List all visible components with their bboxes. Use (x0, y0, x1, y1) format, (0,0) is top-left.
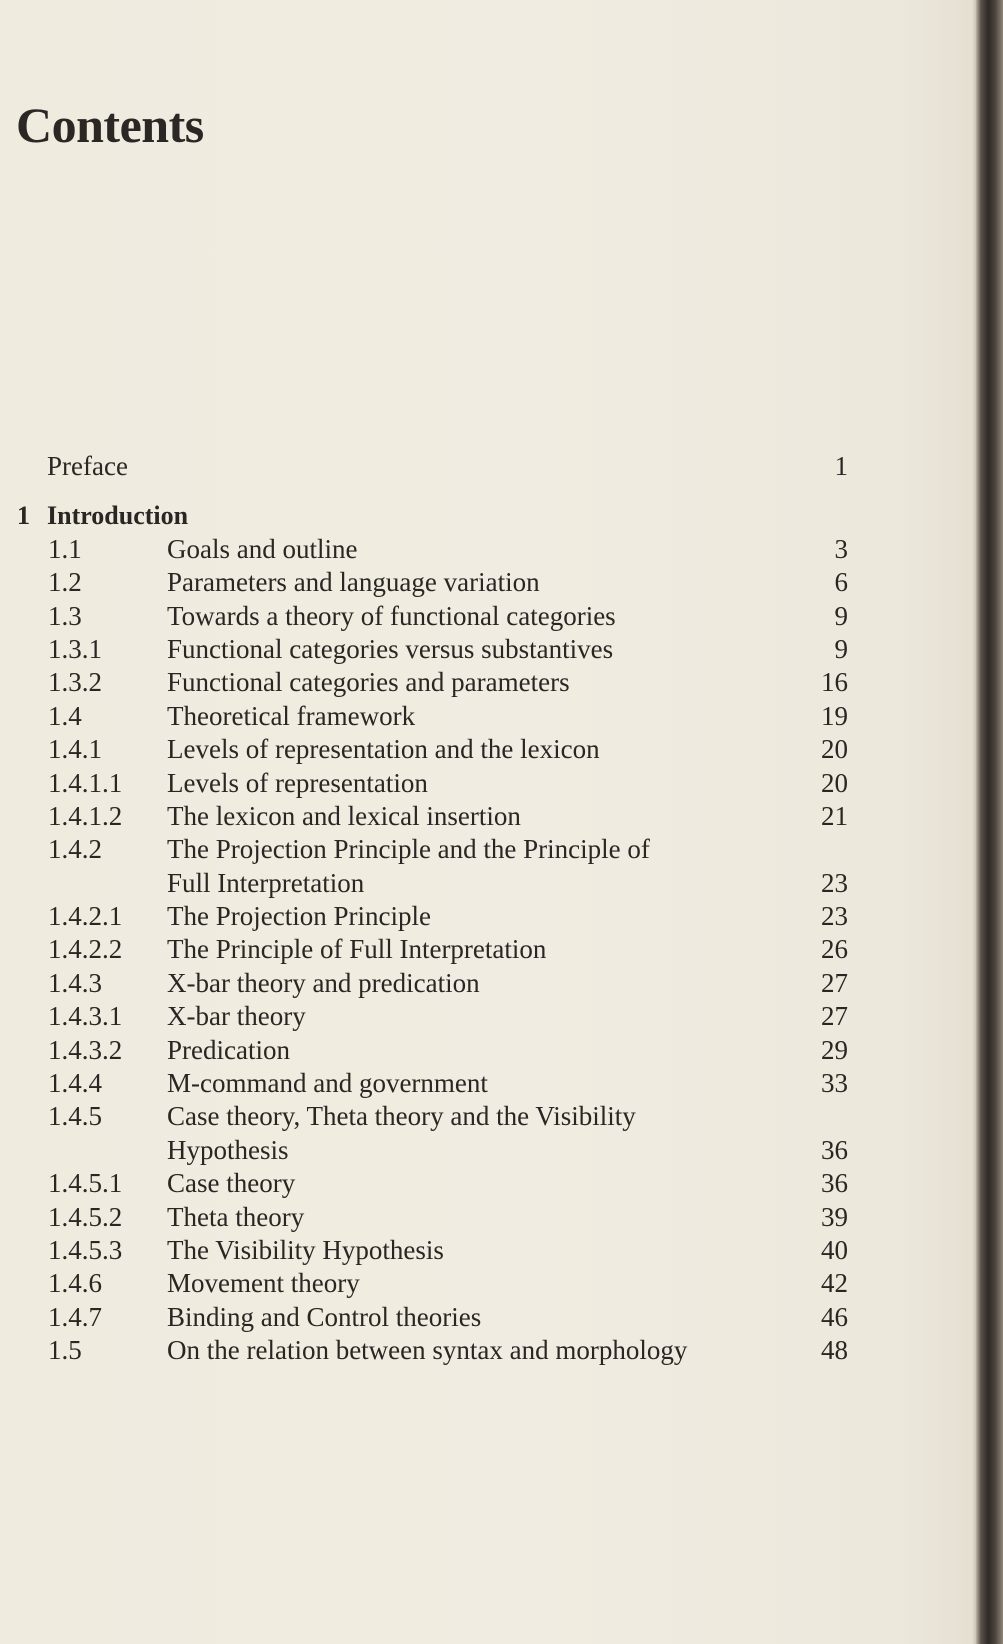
toc-entry-number: 1.3 (48, 600, 82, 631)
toc-entry-number: 1.4 (48, 700, 82, 731)
toc-entry-title: Hypothesis (167, 1134, 289, 1165)
toc-entry-number: 1.5 (48, 1335, 82, 1366)
toc-entry-page: 36 (821, 1134, 848, 1165)
toc-entry-row (0, 1201, 976, 1234)
toc-entry-row (0, 1334, 976, 1367)
toc-entry-title: M-command and government (167, 1068, 488, 1099)
page-title: Contents (16, 97, 204, 153)
toc-entry-row (0, 1167, 976, 1200)
toc-entry-page: 46 (821, 1301, 848, 1332)
toc-entry-number: 1.3.2 (48, 667, 102, 698)
toc-entry-title: The Principle of Full Interpretation (167, 934, 547, 965)
toc-entry-page: 39 (821, 1201, 848, 1232)
toc-entry-page: 9 (834, 633, 848, 664)
toc-entry-page: 36 (821, 1168, 848, 1199)
toc-entry-title: Levels of representation and the lexicon (167, 734, 600, 765)
toc-entry-number: 1.2 (48, 567, 82, 598)
toc-entry-title: Full Interpretation (167, 867, 365, 898)
toc-entry-page: 6 (834, 567, 848, 598)
toc-entry-row (0, 1234, 976, 1267)
toc-entry-title: Goals and outline (167, 533, 358, 564)
toc-entry-title: Binding and Control theories (167, 1301, 482, 1332)
toc-entry-page: 27 (821, 1001, 848, 1032)
toc-entry-row (0, 1034, 976, 1067)
toc-entry-row (0, 666, 976, 699)
toc-entry-row (0, 1267, 976, 1300)
table-of-contents (0, 450, 976, 1368)
toc-entry-title: Case theory (167, 1168, 296, 1199)
toc-entry-number: 1.4.7 (48, 1301, 102, 1332)
toc-entry-title: The Visibility Hypothesis (167, 1234, 444, 1265)
toc-entry-number: 1.4.3 (48, 967, 102, 998)
toc-entry-page: 20 (821, 734, 848, 765)
toc-entry-title: Theoretical framework (167, 700, 416, 731)
toc-entry-number: 1.4.5 (48, 1101, 102, 1132)
toc-entry-number: 1.4.6 (48, 1268, 102, 1299)
toc-entry-title: Predication (167, 1034, 290, 1065)
toc-entry-page: 48 (821, 1335, 848, 1366)
toc-entry-title: Parameters and language variation (167, 567, 540, 598)
toc-entry-row (0, 967, 976, 1000)
toc-entry-page: 20 (821, 767, 848, 798)
toc-entry-row (0, 533, 976, 566)
toc-entry-page: 19 (821, 700, 848, 731)
toc-entry-number: 1.4.5.2 (48, 1201, 123, 1232)
toc-entry-title: Levels of representation (167, 767, 428, 798)
toc-entry-page: 23 (821, 901, 848, 932)
toc-entry-number: 1.4.2.1 (48, 901, 123, 932)
toc-chapter-title: Introduction (47, 501, 189, 531)
toc-entry-row (0, 1134, 976, 1167)
toc-entry-title: Functional categories versus substantives (167, 633, 614, 664)
toc-entry-number: 1.4.3.1 (48, 1001, 123, 1032)
toc-entry-row (0, 566, 976, 599)
toc-preface-row (0, 450, 976, 483)
toc-entry-number: 1.4.5.1 (48, 1168, 123, 1199)
toc-entry-title: X-bar theory (167, 1001, 306, 1032)
toc-entry-number: 1.4.3.2 (48, 1034, 123, 1065)
toc-entry-page: 16 (821, 667, 848, 698)
toc-entry-row (0, 867, 976, 900)
toc-entry-number: 1.4.1 (48, 734, 102, 765)
toc-entry-title: The Projection Principle and the Principle of (167, 834, 650, 865)
toc-entry-row (0, 1067, 976, 1100)
toc-entry-number: 1.4.1.2 (48, 800, 123, 831)
toc-entry-row (0, 767, 976, 800)
toc-entry-number: 1.4.1.1 (48, 767, 123, 798)
toc-entry-title: Case theory, Theta theory and the Visibility (167, 1101, 636, 1132)
toc-entries (0, 533, 976, 1368)
toc-preface-page: 1 (834, 451, 848, 481)
toc-chapter-row (0, 499, 976, 532)
toc-entry-page: 29 (821, 1034, 848, 1065)
toc-entry-number: 1.4.2.2 (48, 934, 123, 965)
toc-entry-row (0, 733, 976, 766)
toc-preface-title: Preface (47, 451, 128, 481)
toc-entry-number: 1.3.1 (48, 633, 102, 664)
toc-entry-row (0, 1000, 976, 1033)
toc-entry-page: 23 (821, 867, 848, 898)
toc-entry-title: The lexicon and lexical insertion (167, 800, 521, 831)
toc-entry-page: 42 (821, 1268, 848, 1299)
toc-entry-page: 33 (821, 1068, 848, 1099)
toc-entry-title: Towards a theory of functional categories (167, 600, 616, 631)
toc-entry-page: 26 (821, 934, 848, 965)
toc-entry-page: 40 (821, 1234, 848, 1265)
toc-chapter-number: 1 (17, 501, 30, 531)
toc-entry-row (0, 633, 976, 666)
toc-entry-title: Theta theory (167, 1201, 305, 1232)
toc-entry-title: Functional categories and parameters (167, 667, 570, 698)
toc-entry-row (0, 600, 976, 633)
toc-entry-number: 1.4.2 (48, 834, 102, 865)
toc-entry-row (0, 933, 976, 966)
toc-entry-row (0, 900, 976, 933)
toc-entry-number: 1.1 (48, 533, 82, 564)
toc-entry-row (0, 700, 976, 733)
toc-entry-page: 21 (821, 800, 848, 831)
toc-entry-row (0, 800, 976, 833)
toc-entry-row (0, 833, 976, 866)
toc-entry-page: 3 (834, 533, 848, 564)
toc-entry-number: 1.4.5.3 (48, 1234, 123, 1265)
toc-entry-title: X-bar theory and predication (167, 967, 480, 998)
book-spine (976, 0, 1003, 1644)
toc-entry-title: Movement theory (167, 1268, 360, 1299)
toc-entry-row (0, 1100, 976, 1133)
toc-entry-row (0, 1301, 976, 1334)
toc-entry-page: 9 (834, 600, 848, 631)
toc-entry-number: 1.4.4 (48, 1068, 102, 1099)
toc-entry-page: 27 (821, 967, 848, 998)
toc-entry-title: On the relation between syntax and morphology (167, 1335, 688, 1366)
toc-entry-title: The Projection Principle (167, 901, 431, 932)
